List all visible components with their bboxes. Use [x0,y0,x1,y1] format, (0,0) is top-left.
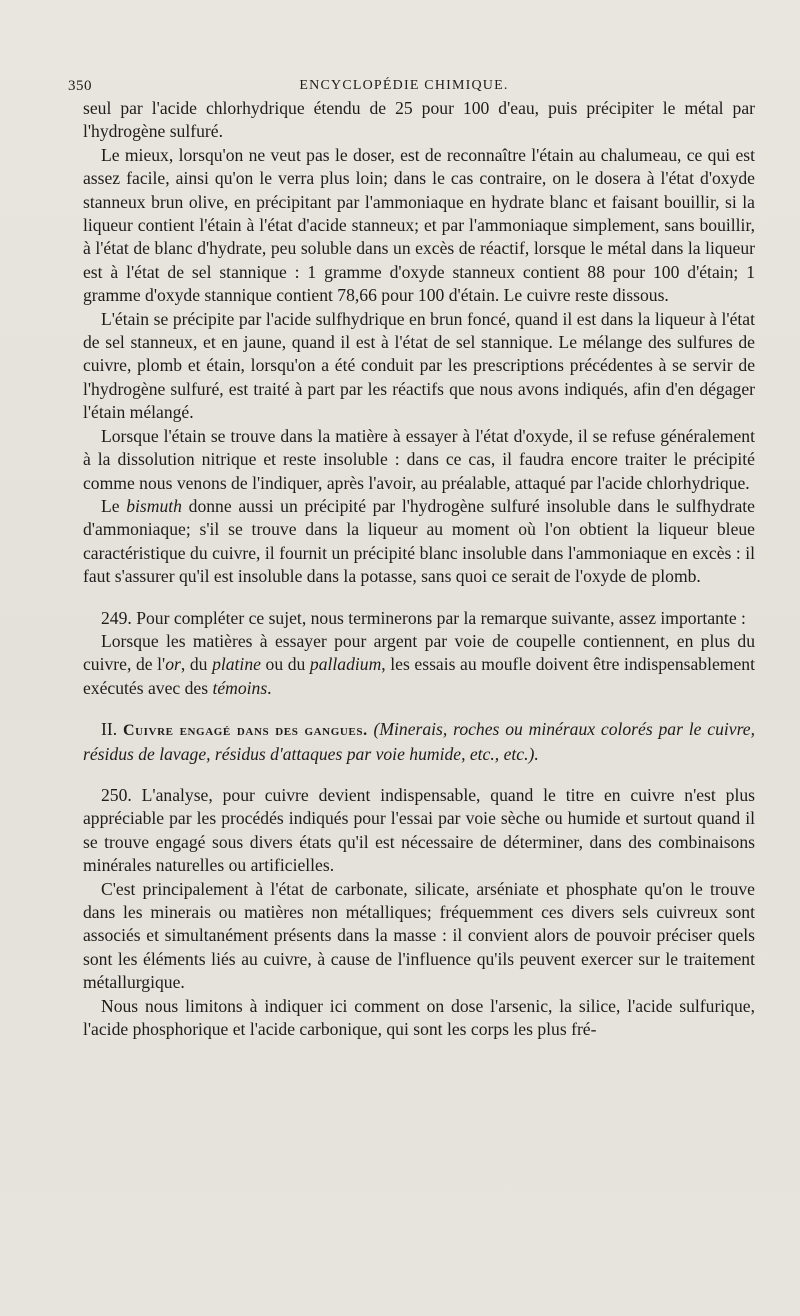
section-subtitle-ii: (Minerais, roches ou minéraux colorés par le cuivre, résidus de lavage, résidus d'attaques par voie humide, etc., etc.). [83,719,755,764]
paragraph-249 [83,607,755,630]
paragraph-limits: Nous nous limitons à indiquer ici comment on dose l'arsenic, la silice, l'acide sulfurique, l'acide phosphorique et l'acide carbonique, qui sont les corps les plus fré- [83,995,755,1040]
text-run: , du [180,654,213,675]
paragraph-tin-oxide: Lorsque l'étain se trouve dans la matière à essayer à l'état d'oxyde, il se refuse généralement à la dissolution nitrique et reste insoluble : dans ce cas, il faudra encore traiter le précipité comme nous venons de l'indiquer, après l'avoir, au préalable, attaqué par l'acide chlorhydrique. [83,425,755,493]
paragraph-precious-metals [83,630,755,700]
section-heading-ii [83,718,755,766]
paragraph-continuation: seul par l'acide chlorhydrique étendu de 25 pour 100 d'eau, puis précipiter le métal par l'hydrogène sulfuré. [83,98,755,142]
bismuth-term: bismuth [126,495,182,516]
paragraph-bismuth [83,495,755,589]
term-or: or [165,654,181,675]
section-number-250: 250. [101,784,132,805]
term-temoins: témoins [212,677,268,698]
section-number-249: 249. [101,607,132,628]
text-run: . [267,677,272,698]
page-number: 350 [68,78,92,94]
term-palladium: palladium [309,654,382,675]
term-platine: platine [212,654,261,675]
bismuth-lead: Le [101,495,127,516]
paragraph-250-text: L'analyse, pour cuivre devient indispensable, quand le titre en cuivre n'est plus appréciable par les procédés indiqués pour l'essai par voie sèche ou humide et surtout quand il se trouve engagé sous divers états qu'il est nécessaire de déterminer, dans des combinaisons minérales naturelles ou artificielles. [83,784,755,876]
text-run: Lorsque les matières à essayer pour argent par voie de coupelle contiennent, en plus du cuivre, de l' [83,630,755,675]
bismuth-rest: donne aussi un précipité par l'hydrogène sulfuré insoluble dans le sulfhydrate d'ammoniaque; s'il se trouve dans la liqueur au moment où l'on obtient la liqueur bleue caractéristique du cuivre, il fournit un précipité blanc insoluble dans l'ammoniaque en excès : il faut s'assurer qu'il est insoluble dans la potasse, sans quoi ce serait de l'oxyde de plomb. [83,495,755,587]
paragraph-copper-salts: C'est principalement à l'état de carbonate, silicate, arséniate et phosphate qu'on le trouve dans les minerais ou matières non métalliques; fréquemment ces divers sels cuivreux sont associés et simultanément présents dans la masse : il convient alors de pouvoir préciser quels sont les éléments liés au cuivre, à cause de l'influence qu'ils peuvent exercer sur le traitement métallurgique. [83,878,755,993]
text-run: ou du [260,654,310,675]
body-text [83,97,755,1041]
running-head: ENCYCLOPÉDIE CHIMIQUE. [299,78,509,93]
paragraph-tin-precipitation: L'étain se précipite par l'acide sulfhydrique en brun foncé, quand il est dans la liqueur à l'état de sel stanneux, et en jaune, quand il est à l'état de sel stannique. Le mélange des sulfures de cuivre, plomb et étain, lorsqu'on a été conduit par les prescriptions précédentes à se servir de l'hydrogène sulfuré, est traité à part par les réactifs que nous avons indiqués, afin d'en dégager l'étain mélangé. [83,308,755,423]
text-run: , les essais au moufle doivent être indispensablement exécutés avec des [83,654,755,698]
section-title-ii: Cuivre engagé dans des gangues. [122,722,368,740]
paragraph-250 [83,784,755,878]
section-number-ii: II. [101,719,118,740]
paragraph-tin-detection: Le mieux, lorsqu'on ne veut pas le doser, est de reconnaître l'étain au chalumeau, ce qui est assez facile, ainsi qu'on le verra plus loin; dans le cas contraire, on le dosera à l'état d'oxyde stanneux brun olive, en précipitant par l'ammoniaque en hydrate blanc et faisant bouillir, si la liqueur contient l'étain à l'état d'acide stanneux; et par l'ammoniaque simplement, sans bouillir, à l'état de blanc d'hydrate, peu soluble dans un excès de réactif, lorsque le métal dans la liqueur est à l'état de sel stannique : 1 gramme d'oxyde stanneux contient 88 pour 100 d'étain; 1 gramme d'oxyde stannique contient 78,66 pour 100 d'étain. Le cuivre reste dissous. [83,144,755,306]
paragraph-249-text: Pour compléter ce sujet, nous terminerons par la remarque suivante, assez importante : [131,607,746,628]
